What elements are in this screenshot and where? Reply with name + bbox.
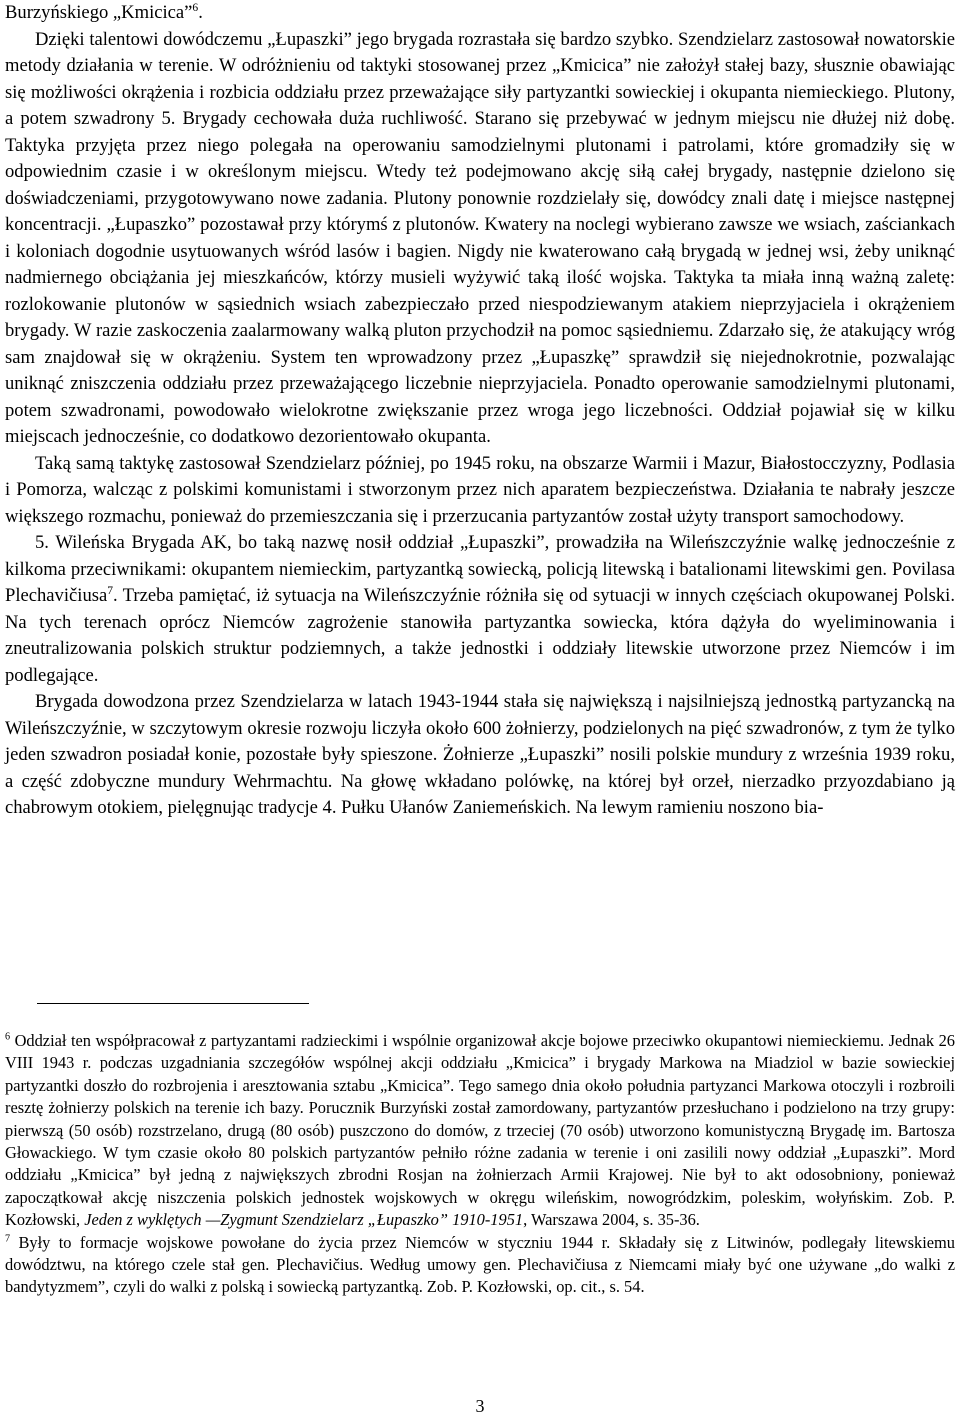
text-run: Burzyńskiego „Kmicica” — [5, 2, 193, 23]
paragraph: Dzięki talentowi dowódczemu „Łupaszki” jego brygada rozrastała się bardzo szybko. Szendzielarz zastosował nowatorskie metody działania w terenie. W odróżnieniu od taktyki stosowanej przez „Kmicica” nie założył stałej bazy, słusznie obawiając się możliwości okrążenia i rozbicia oddziału przez przeważające siły partyzantki sowieckiej i okupanta niemieckiego. Plutony, a potem szwadrony 5. Brygady cechowała duża ruchliwość. Starano się przebywać w jednym miejscu nie dłużej niż dobę. Taktyka przyjęta przez niego polegała na operowaniu samodzielnymi plutonami i patrolami, które gromadziły się w odpowiednim czasie i w określonym miejscu. Wtedy też podejmowano akcję siłą całej brygady, następnie dzielono się doświadczeniami, przygotowywano nowe zadania. Plutony ponownie rozdzielały się, dowódcy znali datę i miejsce następnej koncentracji. „Łupaszko” pozostawał przy którymś z plutonów. Kwatery na noclegi wybierano zawsze we wsiach, zaściankach i koloniach dogodnie usytuowanych wśród lasów i bagien. Nigdy nie kwaterowano całą brygadą w jednej wsi, żeby uniknąć nadmiernego obciążania jej mieszkańców, którzy musieli wyżywić taką ilość wojska. Taktyka ta miała inną ważną zaletę: rozlokowanie plutonów w sąsiednich wsiach zabezpieczało przed niespodziewanym atakiem nieprzyjaciela i okrążeniem brygady. W razie zaskoczenia zaalarmowany walką pluton przychodził na pomoc sąsiedniemu. Zdarzało się, że atakujący wróg sam znajdował się w okrążeniu. System ten wprowadzony przez „Łupaszkę” sprawdził się niejednokrotnie, pozwalając uniknąć zniszczenia oddziału przez przeważającego liczebnie nieprzyjaciela. Ponadto operowanie samodzielnymi plutonami, potem szwadronami, powodowało wielokrotne zwiększanie przez wroga jego liczebności. Oddział pojawiał się w kilku miejscach jednocześnie, co dodatkowo dezorientowało okupanta. — [5, 28, 955, 447]
text-run: Były to formacje wojskowe powołane do życia przez Niemców w styczniu 1944 r. Składały się z Litwinów, podlegały litewskiemu dowództwu, na którego czele stał gen. Plechavičius. Według umowy gen. Plechavičiusa z Niemcami miały być one używane „do walki z bandytyzmem”, czyli do walki z polską i sowiecką partyzantką. Zob. P. Kozłowski, op. cit., s. 54. — [5, 1232, 955, 1297]
footnote-separator — [37, 1003, 309, 1004]
paragraph: Taką samą taktykę zastosował Szendzielarz później, po 1945 roku, na obszarze Warmii i Mazur, Białostocczyzny, Podlasia i Pomorza, walcząc z polskimi komunistami i stworzonym przez nich aparatem bezpieczeństwa. Działania te nabrały jeszcze większego rozmachu, ponieważ do przemieszczania się i przerzucania partyzantów został użyty transport samochodowy. — [5, 452, 955, 527]
main-text — [5, 0, 955, 822]
paragraph-continuation — [5, 0, 955, 27]
text-run: . Trzeba pamiętać, iż sytuacja na Wileńszczyźnie różniła się od sytuacji w innych częściach okupowanej Polski. Na tych terenach oprócz Niemców zagrożenie stanowiła partyzantka sowiecka, która dążyła do wyeliminowania i zneutralizowania polskich struktur podziemnych, a także jednostki i oddziały litewskie utworzone przez Niemców i im podlegające. — [5, 585, 955, 686]
text-run: , Warszawa 2004, s. 35-36. — [523, 1210, 700, 1230]
book-title: Jeden z wyklętych —Zygmunt Szendzielarz „Łupaszko” 1910-1951 — [84, 1210, 524, 1230]
footnote-ref-7[interactable]: 7 — [107, 584, 113, 597]
text-run: Oddział ten współpracował z partyzantami radzieckimi i wspólnie organizował akcje bojowe przeciwko okupantowi niemieckiemu. Jednak 26 VIII 1943 r. podczas uzgadniania szczegółów wspólnej akcji oddziału „Kmicica” i brygady Markowa na Miadziol w bazie sowieckiej partyzantki doszło do rozbrojenia i aresztowania sztabu „Kmicica”. Tego samego dnia około południa partyzanci Markowa otoczyli i rozbroili resztę żołnierzy polskich na terenie ich bazy. Porucznik Burzyński został zamordowany, partyzantów przesłuchano i podzielono na trzy grupy: pierwszą (50 osób) rozstrzelano, drugą (80 osób) puszczono do domów, z trzeciej (70 osób) utworzono komunistyczną Brygadę im. Bartosza Głowackiego. W tym czasie około 80 polskich partyzantów pełniło różne zadania w terenie i oni zasilili nowy oddział „Łupaszki”. Mord oddziału „Kmicica” był jedną z największych zbrodni Rosjan na żołnierzach Armii Krajowej. Nie był to akt odosobniony, ponieważ zapoczątkował akcję niszczenia polskich jednostek wojskowych w okręgu wileńskim, nowogródzkim, poleskim, wołyńskim. Zob. P. Kozłowski, — [5, 1031, 955, 1230]
footnote-number: 6 — [5, 1031, 11, 1043]
paragraph: Brygada dowodzona przez Szendzielarza w latach 1943-1944 stała się największą i najsilniejszą jednostką partyzancką na Wileńszczyźnie, w szczytowym okresie rozwoju liczyła około 600 żołnierzy, podzielonych na pięć szwadronów, z tym że tylko jeden szwadron posiadał konie, pozostałe były spieszone. Żołnierze „Łupaszki” nosili polskie mundury z września 1939 roku, a część zdobyczne mundury Wehrmachtu. Na głowę wkładano polówkę, na której był orzeł, nierzadko przyozdabiano ją chabrowym otokiem, pielęgnując tradycje 4. Pułku Ułanów Zaniemeńskich. Na lewym ramieniu noszono bia- — [5, 691, 955, 818]
text-run: . — [198, 2, 203, 23]
footnote-number: 7 — [5, 1233, 11, 1245]
text-run: 5. Wileńska Brygada AK, bo taką nazwę nosił oddział „Łupaszki”, prowadziła na Wileńszczyźnie walkę jednocześnie z kilkoma przeciwnikami: okupantem niemieckim, partyzantką sowiecką, policją litewską i batalionami litewskimi gen. Povilasa Plechavičiusa — [5, 532, 955, 606]
page-number: 3 — [475, 1396, 485, 1416]
footnote-6 — [5, 1030, 955, 1232]
footnote-7 — [5, 1232, 955, 1299]
footnote-ref-6[interactable]: 6 — [192, 1, 199, 14]
footnotes — [5, 1030, 955, 1299]
paragraph — [5, 530, 955, 689]
